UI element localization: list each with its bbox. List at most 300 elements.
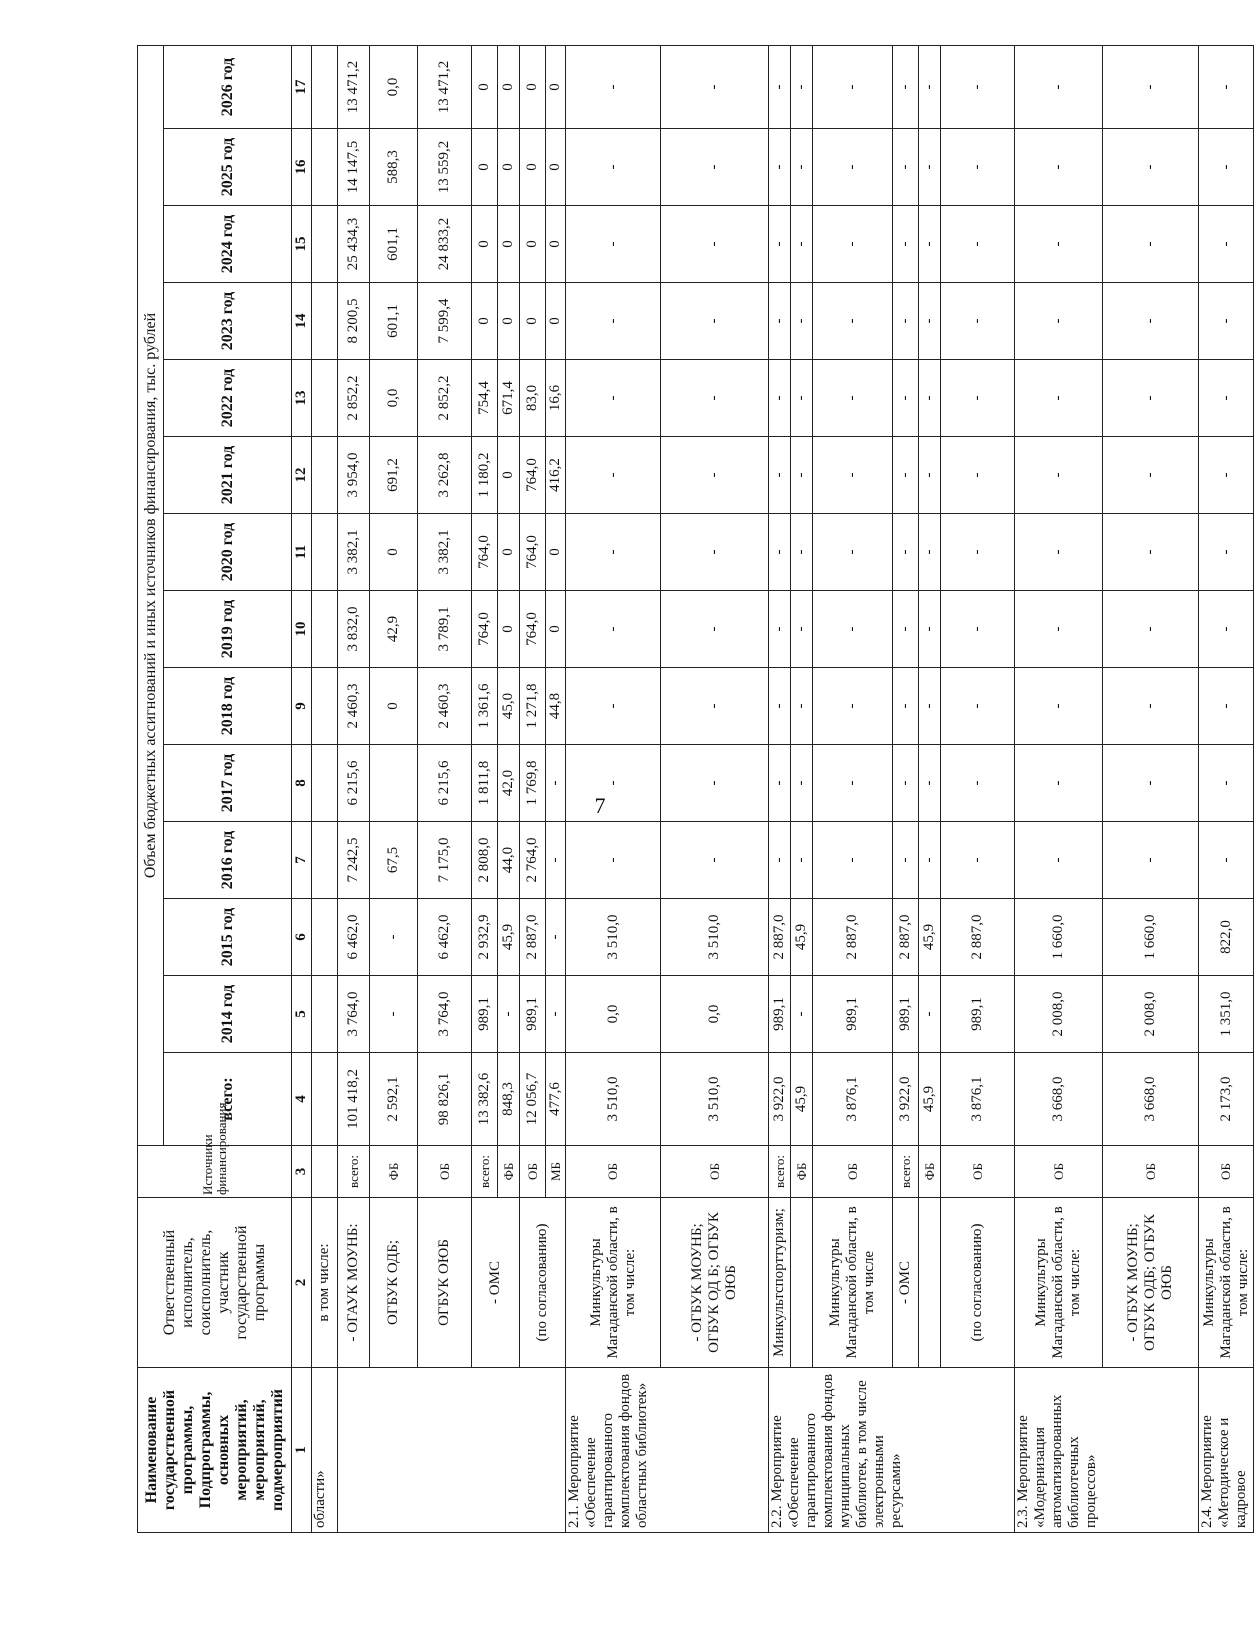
cell-total: 101 418,2 — [338, 1053, 370, 1146]
cell-year-value: 83,0 — [520, 360, 546, 437]
cell-year-value: - — [769, 129, 791, 206]
cell-year-value: - — [1103, 822, 1199, 899]
cell-year-value: 2 887,0 — [941, 899, 1015, 976]
cell-year-value: 989,1 — [472, 976, 498, 1053]
cell-year-value: - — [919, 360, 941, 437]
cell-year-value: 0 — [520, 129, 546, 206]
cell-year-value: 13 471,2 — [418, 45, 472, 128]
cell-year-value: - — [769, 45, 791, 128]
cell-executor: - ОМС — [472, 1198, 520, 1368]
cell-year-value: - — [566, 283, 661, 360]
column-number: 9 — [292, 668, 312, 745]
cell-year-value: - — [1015, 668, 1103, 745]
table-row — [472, 45, 498, 1532]
cell-year-value: - — [893, 360, 919, 437]
cell-year-value: - — [1103, 514, 1199, 591]
cell-year-value: - — [813, 514, 893, 591]
table-row — [1199, 45, 1254, 1532]
cell-year-value: - — [1199, 745, 1254, 822]
cell-year-value — [370, 745, 418, 822]
cell-funding-source: ОБ — [1199, 1146, 1254, 1198]
cell-year-value: 0 — [520, 206, 546, 283]
cell-year-value: - — [661, 45, 769, 128]
header-year: 2025 год — [164, 129, 292, 206]
table-row — [893, 45, 919, 1532]
cell-program-name: области» — [312, 1368, 338, 1533]
cell-year-value: 0 — [546, 129, 566, 206]
cell-year-value: 0 — [472, 283, 498, 360]
cell-year-value: - — [661, 668, 769, 745]
header-volume: Объем бюджетных ассигнований и иных источников финансирования, тыс. рублей — [138, 45, 164, 1145]
cell-year-value: - — [566, 514, 661, 591]
cell-year-value: - — [1103, 745, 1199, 822]
cell-year-value: 3 832,0 — [338, 591, 370, 668]
cell-year-value: 3 510,0 — [661, 899, 769, 976]
cell-year-value: - — [1015, 514, 1103, 591]
cell-year-value: - — [1015, 745, 1103, 822]
cell-year-value: - — [941, 360, 1015, 437]
header-year: 2022 год — [164, 360, 292, 437]
cell-year-value: 0 — [498, 206, 520, 283]
cell-year-value: 3 789,1 — [418, 591, 472, 668]
cell-year-value: - — [893, 129, 919, 206]
header-year: 2017 год — [164, 745, 292, 822]
column-number: 12 — [292, 437, 312, 514]
cell-year-value: 0,0 — [370, 360, 418, 437]
cell-year-value: 7 175,0 — [418, 822, 472, 899]
cell-year-value: - — [1103, 360, 1199, 437]
cell-year-value: - — [1015, 206, 1103, 283]
cell-year-value: 0 — [546, 45, 566, 128]
column-number: 4 — [292, 1053, 312, 1146]
cell-year-value: - — [813, 283, 893, 360]
cell-year-value: 764,0 — [520, 437, 546, 514]
cell-year-value — [312, 206, 338, 283]
cell-year-value: - — [813, 437, 893, 514]
header-funding-source: Источники финансирования — [138, 1146, 292, 1198]
cell-total: 12 056,7 — [520, 1053, 546, 1146]
cell-year-value: 416,2 — [546, 437, 566, 514]
cell-year-value: 2 460,3 — [418, 668, 472, 745]
cell-program-name: 2.3. Мероприятие «Модернизация автоматизированных библиотечных процессов» — [1015, 1368, 1199, 1533]
cell-year-value: - — [1199, 283, 1254, 360]
cell-executor: в том числе: — [312, 1198, 338, 1368]
cell-year-value: 6 215,6 — [338, 745, 370, 822]
cell-year-value: - — [661, 283, 769, 360]
cell-funding-source: ОБ — [1015, 1146, 1103, 1198]
cell-year-value: - — [791, 206, 813, 283]
cell-year-value: - — [1015, 822, 1103, 899]
cell-year-value: - — [661, 129, 769, 206]
header-year: 2019 год — [164, 591, 292, 668]
cell-year-value: - — [566, 45, 661, 128]
cell-year-value: - — [661, 822, 769, 899]
cell-total — [312, 1053, 338, 1146]
cell-year-value: - — [1015, 591, 1103, 668]
cell-year-value: 2 808,0 — [472, 822, 498, 899]
cell-year-value: 6 215,6 — [418, 745, 472, 822]
cell-total: 45,9 — [919, 1053, 941, 1146]
cell-year-value: 0 — [498, 437, 520, 514]
cell-year-value — [312, 745, 338, 822]
cell-year-value: - — [1199, 206, 1254, 283]
cell-year-value: - — [893, 283, 919, 360]
cell-year-value: - — [1199, 591, 1254, 668]
cell-year-value: - — [661, 206, 769, 283]
cell-funding-source: всего: — [338, 1146, 370, 1198]
table-row — [919, 45, 941, 1532]
table-row — [1015, 45, 1103, 1532]
cell-year-value: - — [893, 591, 919, 668]
cell-year-value: 0 — [520, 45, 546, 128]
header-year: 2024 год — [164, 206, 292, 283]
cell-year-value: - — [813, 822, 893, 899]
cell-year-value: 42,0 — [498, 745, 520, 822]
cell-year-value: 3 382,1 — [338, 514, 370, 591]
cell-year-value: 764,0 — [520, 514, 546, 591]
cell-year-value: 45,9 — [919, 899, 941, 976]
column-number: 2 — [292, 1198, 312, 1368]
cell-year-value: 2 008,0 — [1015, 976, 1103, 1053]
cell-year-value: 0,0 — [661, 976, 769, 1053]
cell-year-value: 1 769,8 — [520, 745, 546, 822]
cell-year-value: - — [791, 283, 813, 360]
cell-year-value: 2 932,9 — [472, 899, 498, 976]
table-row — [791, 45, 813, 1532]
cell-year-value — [312, 45, 338, 128]
cell-year-value: 0 — [472, 206, 498, 283]
cell-year-value: 764,0 — [472, 591, 498, 668]
cell-funding-source: ФБ — [498, 1146, 520, 1198]
cell-year-value: 6 462,0 — [338, 899, 370, 976]
cell-year-value: - — [1103, 206, 1199, 283]
cell-year-value: 2 460,3 — [338, 668, 370, 745]
cell-year-value: - — [769, 283, 791, 360]
header-executor: Ответственный исполнитель, соисполнитель, участник государственной программы — [138, 1198, 292, 1368]
cell-funding-source: МБ — [546, 1146, 566, 1198]
cell-funding-source: ОБ — [566, 1146, 661, 1198]
column-number: 14 — [292, 283, 312, 360]
cell-executor: Минкультспорттуризм; — [769, 1198, 791, 1368]
cell-executor: Минкультуры Магаданской области, в том числе: — [566, 1198, 661, 1368]
cell-executor: - ОГАУК МОУНБ: — [338, 1198, 370, 1368]
cell-year-value: 13 559,2 — [418, 129, 472, 206]
budget-table-sheet — [137, 57, 1251, 1533]
cell-year-value: 67,5 — [370, 822, 418, 899]
cell-executor: ОГБУК ОДБ; — [370, 1198, 418, 1368]
cell-year-value: 1 351,0 — [1199, 976, 1254, 1053]
cell-year-value: - — [813, 668, 893, 745]
table-row — [1103, 45, 1199, 1532]
cell-year-value: - — [769, 668, 791, 745]
page-number: 7 — [594, 793, 606, 818]
cell-total: 98 826,1 — [418, 1053, 472, 1146]
cell-year-value: 601,1 — [370, 283, 418, 360]
cell-year-value: 3 764,0 — [338, 976, 370, 1053]
cell-year-value: - — [1199, 514, 1254, 591]
cell-executor: (по согласованию) — [520, 1198, 566, 1368]
cell-year-value: - — [546, 976, 566, 1053]
cell-year-value: - — [1015, 45, 1103, 128]
cell-year-value: - — [769, 360, 791, 437]
cell-year-value: 1 271,8 — [520, 668, 546, 745]
cell-year-value: 45,0 — [498, 668, 520, 745]
cell-year-value: 16,6 — [546, 360, 566, 437]
column-number: 1 — [292, 1368, 312, 1533]
cell-year-value: - — [919, 668, 941, 745]
cell-year-value: 3 954,0 — [338, 437, 370, 514]
cell-funding-source: всего: — [769, 1146, 791, 1198]
cell-executor: (по согласованию) — [941, 1198, 1015, 1368]
cell-year-value: 6 462,0 — [418, 899, 472, 976]
cell-year-value: - — [546, 745, 566, 822]
cell-year-value — [312, 899, 338, 976]
table-row — [661, 45, 769, 1532]
cell-funding-source: всего: — [893, 1146, 919, 1198]
table-row — [418, 45, 472, 1532]
cell-year-value: - — [941, 283, 1015, 360]
column-number: 8 — [292, 745, 312, 822]
cell-year-value: 3 382,1 — [418, 514, 472, 591]
cell-year-value — [312, 437, 338, 514]
cell-year-value: - — [893, 45, 919, 128]
cell-year-value: - — [1199, 668, 1254, 745]
cell-year-value: - — [661, 745, 769, 822]
cell-year-value: 2 852,2 — [418, 360, 472, 437]
cell-funding-source: ОБ — [1103, 1146, 1199, 1198]
cell-total: 3 922,0 — [893, 1053, 919, 1146]
table-row — [769, 45, 791, 1532]
cell-total: 3 668,0 — [1103, 1053, 1199, 1146]
cell-year-value: 0 — [498, 283, 520, 360]
cell-year-value: 2 887,0 — [893, 899, 919, 976]
cell-year-value: - — [769, 822, 791, 899]
table-row — [338, 45, 370, 1532]
cell-funding-source — [312, 1146, 338, 1198]
cell-year-value: - — [941, 206, 1015, 283]
cell-year-value: 1 180,2 — [472, 437, 498, 514]
cell-year-value: - — [566, 668, 661, 745]
cell-year-value: - — [791, 45, 813, 128]
cell-year-value: 764,0 — [472, 514, 498, 591]
cell-year-value: - — [893, 668, 919, 745]
cell-year-value: - — [941, 45, 1015, 128]
cell-year-value: 691,2 — [370, 437, 418, 514]
cell-year-value: - — [941, 668, 1015, 745]
cell-year-value: - — [1103, 283, 1199, 360]
cell-year-value: - — [1199, 45, 1254, 128]
cell-year-value: 3 262,8 — [418, 437, 472, 514]
cell-year-value: 44,8 — [546, 668, 566, 745]
cell-year-value: - — [769, 206, 791, 283]
cell-year-value: - — [791, 822, 813, 899]
cell-year-value: 989,1 — [813, 976, 893, 1053]
cell-total: 3 510,0 — [661, 1053, 769, 1146]
cell-year-value: - — [813, 129, 893, 206]
cell-year-value: - — [941, 514, 1015, 591]
cell-funding-source: ОБ — [661, 1146, 769, 1198]
cell-year-value: - — [919, 437, 941, 514]
cell-year-value: - — [791, 514, 813, 591]
cell-year-value: - — [566, 745, 661, 822]
cell-executor: ОГБУК ОЮБ — [418, 1198, 472, 1368]
cell-year-value: 588,3 — [370, 129, 418, 206]
header-year: 2014 год — [164, 976, 292, 1053]
cell-year-value: - — [919, 745, 941, 822]
cell-total: 3 922,0 — [769, 1053, 791, 1146]
cell-year-value: 0 — [546, 283, 566, 360]
cell-funding-source: ОБ — [941, 1146, 1015, 1198]
cell-year-value: 0 — [498, 514, 520, 591]
cell-year-value: 0 — [546, 206, 566, 283]
column-number: 10 — [292, 591, 312, 668]
cell-year-value: 0 — [498, 129, 520, 206]
cell-total: 13 382,6 — [472, 1053, 498, 1146]
cell-program-name: 2.2. Мероприятие «Обеспечение гарантированного комплектования фондов муниципальных библиотек, в том числе электронными ресурсами» — [769, 1368, 1015, 1533]
cell-executor: Минкультуры Магаданской области, в том числе: — [1015, 1198, 1103, 1368]
cell-year-value — [312, 668, 338, 745]
cell-year-value: - — [1199, 822, 1254, 899]
column-number: 11 — [292, 514, 312, 591]
cell-year-value: - — [1199, 437, 1254, 514]
cell-year-value — [312, 976, 338, 1053]
cell-total: 848,3 — [498, 1053, 520, 1146]
cell-year-value: - — [919, 976, 941, 1053]
cell-year-value: - — [1103, 668, 1199, 745]
cell-year-value: 822,0 — [1199, 899, 1254, 976]
cell-year-value: 601,1 — [370, 206, 418, 283]
cell-year-value: 671,4 — [498, 360, 520, 437]
cell-year-value: - — [919, 283, 941, 360]
cell-executor: Минкультуры Магаданской области, в том числе: — [1199, 1198, 1254, 1368]
cell-total: 477,6 — [546, 1053, 566, 1146]
cell-year-value: - — [893, 437, 919, 514]
cell-year-value: - — [566, 822, 661, 899]
cell-year-value: - — [919, 591, 941, 668]
cell-year-value: - — [813, 360, 893, 437]
cell-year-value: - — [769, 745, 791, 822]
cell-funding-source: ФБ — [919, 1146, 941, 1198]
cell-year-value: - — [919, 129, 941, 206]
cell-year-value: - — [661, 591, 769, 668]
column-number: 3 — [292, 1146, 312, 1198]
cell-year-value: 2 008,0 — [1103, 976, 1199, 1053]
column-number: 7 — [292, 822, 312, 899]
cell-year-value: - — [566, 206, 661, 283]
cell-year-value: - — [566, 591, 661, 668]
cell-funding-source: ОБ — [813, 1146, 893, 1198]
cell-funding-source: всего: — [472, 1146, 498, 1198]
cell-year-value: - — [813, 745, 893, 822]
cell-year-value: 1 660,0 — [1015, 899, 1103, 976]
cell-year-value: 7 599,4 — [418, 283, 472, 360]
cell-year-value: 1 660,0 — [1103, 899, 1199, 976]
table-row — [520, 45, 546, 1532]
cell-program-name — [338, 1368, 566, 1533]
cell-year-value: 42,9 — [370, 591, 418, 668]
table-row — [370, 45, 418, 1532]
cell-year-value: - — [791, 976, 813, 1053]
cell-year-value: - — [813, 45, 893, 128]
cell-year-value: 2 887,0 — [769, 899, 791, 976]
cell-executor — [791, 1198, 813, 1368]
cell-year-value: - — [769, 437, 791, 514]
cell-year-value: 0 — [498, 591, 520, 668]
cell-executor — [919, 1198, 941, 1368]
cell-year-value: - — [893, 822, 919, 899]
cell-year-value — [312, 591, 338, 668]
header-year: 2018 год — [164, 668, 292, 745]
cell-year-value: 0 — [546, 514, 566, 591]
cell-year-value: 1 811,8 — [472, 745, 498, 822]
table-row — [312, 45, 338, 1532]
cell-year-value: 0 — [498, 45, 520, 128]
cell-year-value: 0 — [370, 668, 418, 745]
table-row — [566, 45, 661, 1532]
cell-year-value: 25 434,3 — [338, 206, 370, 283]
header-total: всего: — [164, 1053, 292, 1146]
cell-executor: - ОГБУК МОУНБ; ОГБУК ОДБ; ОГБУК ОЮБ — [1103, 1198, 1199, 1368]
header-year: 2015 год — [164, 899, 292, 976]
cell-year-value: 0 — [370, 514, 418, 591]
cell-year-value: 2 764,0 — [520, 822, 546, 899]
cell-year-value: 0 — [472, 129, 498, 206]
cell-year-value: - — [919, 822, 941, 899]
column-number: 15 — [292, 206, 312, 283]
cell-year-value: 1 361,6 — [472, 668, 498, 745]
cell-year-value: - — [791, 437, 813, 514]
cell-year-value: 0 — [520, 283, 546, 360]
cell-funding-source: ФБ — [791, 1146, 813, 1198]
cell-total: 2 173,0 — [1199, 1053, 1254, 1146]
cell-year-value: - — [546, 822, 566, 899]
cell-year-value: - — [1103, 591, 1199, 668]
cell-year-value: - — [813, 206, 893, 283]
cell-year-value: 3 764,0 — [418, 976, 472, 1053]
cell-year-value: 7 242,5 — [338, 822, 370, 899]
cell-total: 3 510,0 — [566, 1053, 661, 1146]
cell-year-value: - — [1199, 360, 1254, 437]
cell-year-value: - — [791, 668, 813, 745]
cell-year-value: - — [1103, 129, 1199, 206]
cell-year-value — [312, 283, 338, 360]
cell-executor: - ОМС — [893, 1198, 919, 1368]
budget-table — [137, 45, 1254, 1533]
cell-year-value: 989,1 — [520, 976, 546, 1053]
cell-year-value: 0,0 — [566, 976, 661, 1053]
cell-year-value: - — [941, 591, 1015, 668]
cell-total: 2 592,1 — [370, 1053, 418, 1146]
cell-year-value — [312, 514, 338, 591]
cell-year-value: - — [941, 822, 1015, 899]
header-year: 2020 год — [164, 514, 292, 591]
cell-year-value: - — [919, 206, 941, 283]
cell-year-value: - — [1103, 437, 1199, 514]
cell-year-value: 0,0 — [370, 45, 418, 128]
cell-year-value: - — [941, 437, 1015, 514]
cell-year-value: - — [661, 360, 769, 437]
cell-year-value: 2 887,0 — [520, 899, 546, 976]
column-number: 16 — [292, 129, 312, 206]
cell-year-value: - — [919, 514, 941, 591]
cell-year-value: - — [566, 437, 661, 514]
cell-total: 3 668,0 — [1015, 1053, 1103, 1146]
cell-year-value: - — [661, 514, 769, 591]
cell-year-value: 13 471,2 — [338, 45, 370, 128]
cell-total: 3 876,1 — [813, 1053, 893, 1146]
column-number: 6 — [292, 899, 312, 976]
cell-year-value: - — [370, 899, 418, 976]
